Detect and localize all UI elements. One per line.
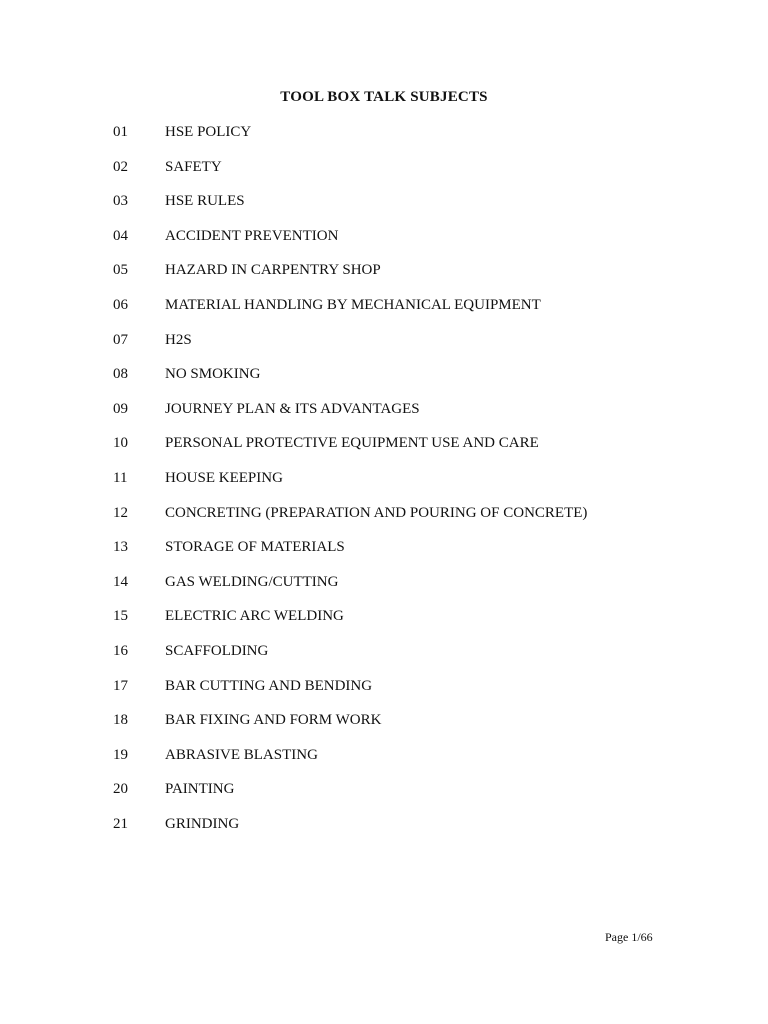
list-item xyxy=(0,675,768,710)
list-item xyxy=(0,398,768,433)
item-label: HSE POLICY xyxy=(165,124,252,140)
item-number: 17 xyxy=(113,677,128,694)
item-label: HAZARD IN CARPENTRY SHOP xyxy=(165,262,381,279)
item-label: BAR CUTTING AND BENDING xyxy=(165,677,373,694)
item-number: 04 xyxy=(113,227,128,244)
item-number: 03 xyxy=(113,193,128,210)
item-label: GRINDING xyxy=(165,815,240,832)
list-item xyxy=(0,121,768,156)
item-number: 20 xyxy=(113,781,128,798)
list-item xyxy=(0,467,768,502)
list-item xyxy=(0,605,768,640)
item-label: ACCIDENT PREVENTION xyxy=(165,227,339,244)
item-label: ELECTRIC ARC WELDING xyxy=(165,608,344,625)
item-number: 07 xyxy=(113,331,128,348)
item-label: CONCRETING (PREPARATION AND POURING OF CONCRETE) xyxy=(165,504,588,521)
list-item xyxy=(0,432,768,467)
list-item xyxy=(0,502,768,537)
item-number: 19 xyxy=(113,746,128,763)
list-item xyxy=(0,190,768,225)
item-number: 10 xyxy=(113,435,128,452)
list-item xyxy=(0,259,768,294)
list-item xyxy=(0,329,768,364)
list-item xyxy=(0,778,768,813)
item-number: 08 xyxy=(113,366,128,383)
item-label: HSE RULES xyxy=(165,193,245,210)
item-number: 21 xyxy=(113,815,128,832)
list-item xyxy=(0,363,768,398)
item-number: 15 xyxy=(113,608,128,625)
list-item xyxy=(0,156,768,191)
list-item xyxy=(0,709,768,744)
list-item xyxy=(0,225,768,260)
list-item xyxy=(0,813,768,848)
item-label: SAFETY xyxy=(165,158,222,175)
item-number: 12 xyxy=(113,504,128,521)
list-item xyxy=(0,294,768,329)
item-label: SCAFFOLDING xyxy=(165,642,269,659)
item-number: 09 xyxy=(113,400,128,417)
item-number: 05 xyxy=(113,262,128,279)
item-label: PAINTING xyxy=(165,781,235,798)
item-number: 11 xyxy=(113,469,128,486)
item-label: MATERIAL HANDLING BY MECHANICAL EQUIPMENT xyxy=(165,296,541,313)
item-label: ABRASIVE BLASTING xyxy=(165,746,318,763)
item-label: BAR FIXING AND FORM WORK xyxy=(165,712,382,729)
list-item xyxy=(0,640,768,675)
subject-list xyxy=(0,121,768,847)
list-item xyxy=(0,571,768,606)
page-number: Page 1/66 xyxy=(605,930,653,944)
list-item xyxy=(0,536,768,571)
item-label: HOUSE KEEPING xyxy=(165,469,283,486)
item-number: 02 xyxy=(113,158,128,175)
item-label: PERSONAL PROTECTIVE EQUIPMENT USE AND CARE xyxy=(165,435,539,452)
list-item xyxy=(0,744,768,779)
item-number: 18 xyxy=(113,712,128,729)
item-number: 13 xyxy=(113,539,128,556)
item-number: 06 xyxy=(113,296,128,313)
item-label: GAS WELDING/CUTTING xyxy=(165,573,339,590)
item-number: 14 xyxy=(113,573,128,590)
page-title: TOOL BOX TALK SUBJECTS xyxy=(280,89,488,105)
item-label: JOURNEY PLAN & ITS ADVANTAGES xyxy=(165,400,420,417)
item-label: NO SMOKING xyxy=(165,366,261,383)
item-label: H2S xyxy=(165,331,192,348)
item-label: STORAGE OF MATERIALS xyxy=(165,539,345,556)
item-number: 01 xyxy=(113,124,128,140)
item-number: 16 xyxy=(113,642,128,659)
